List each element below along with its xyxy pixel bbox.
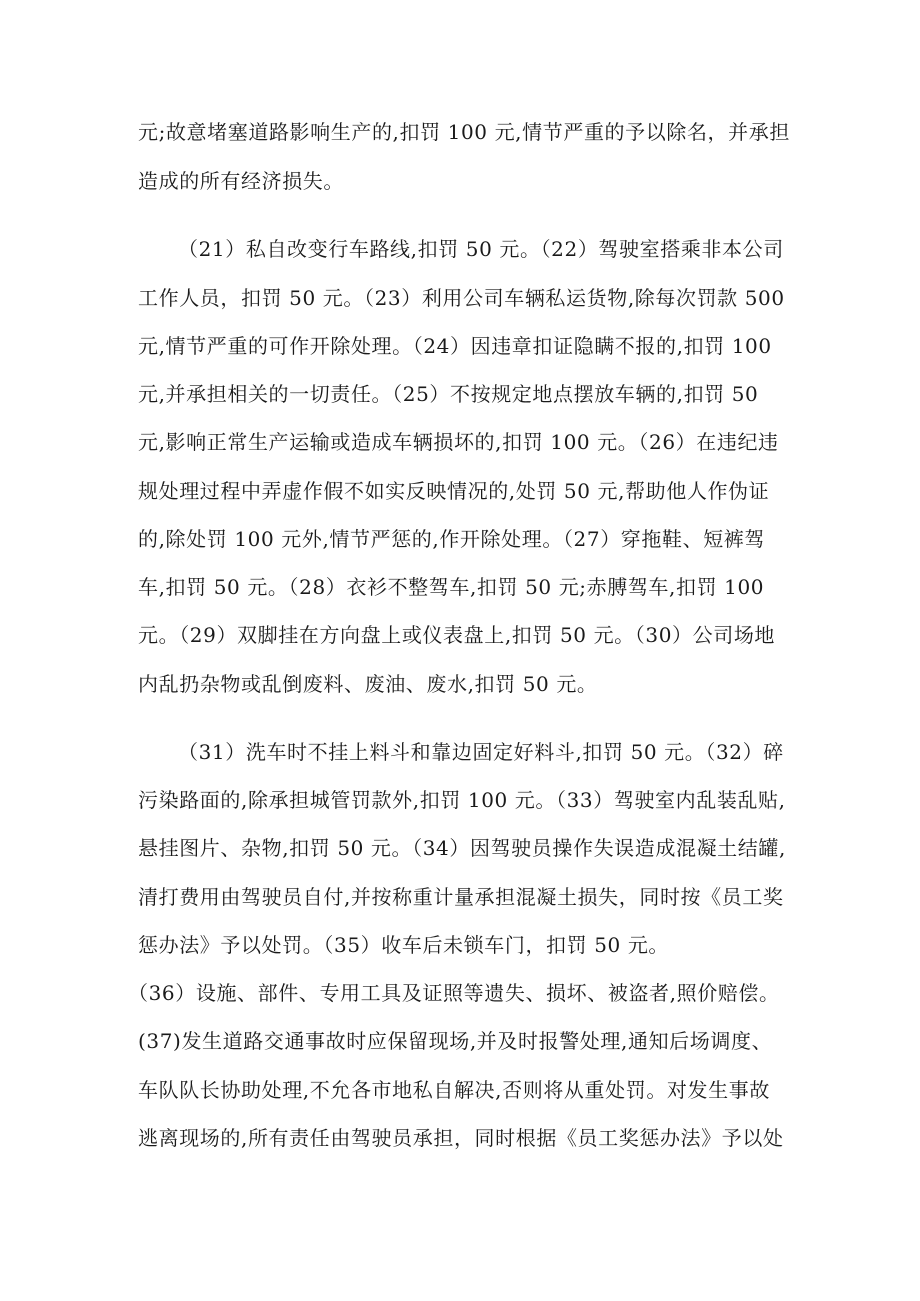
text-line: 造成的所有经济损失。 [138,169,344,193]
text-line: 元,并承担相关的一切责任。（25）不按规定地点摆放车辆的,扣罚 50 [138,382,759,406]
text-line: (37)发生道路交通事故时应保留现场,并及时报警处理,通知后场调度、 [138,1029,773,1053]
text-line: 逃离现场的,所有责任由驾驶员承担，同时根据《员工奖惩办法》予以处 [138,1126,784,1150]
text-line: （31）洗车时不挂上料斗和靠边固定好料斗,扣罚 50 元。（32）碎 [178,740,784,764]
text-line: 元。（29）双脚挂在方向盘上或仪表盘上,扣罚 50 元。（30）公司场地 [138,623,776,647]
text-line: 内乱扔杂物或乱倒废料、废油、废水,扣罚 50 元。 [138,672,598,696]
text-line: （36）设施、部件、专用工具及证照等遗失、损坏、被盗者,照价赔偿。 [128,981,780,1005]
text-line: 惩办法》予以处罚。（35）收车后未锁车门，扣罚 50 元。 [138,933,670,957]
text-line: 悬挂图片、杂物,扣罚 50 元。（34）因驾驶员操作失误造成混凝土结罐, [138,836,786,860]
text-line: 车,扣罚 50 元。（28）衣衫不整驾车,扣罚 50 元;赤膊驾车,扣罚 100 [138,575,765,599]
text-line: （21）私自改变行车路线,扣罚 50 元。（22）驾驶室搭乘非本公司 [178,237,784,261]
text-line: 工作人员，扣罚 50 元。（23）利用公司车辆私运货物,除每次罚款 500 [138,286,785,310]
text-line: 元,影响正常生产运输或造成车辆损坏的,扣罚 100 元。（26）在违纪违 [138,430,779,454]
text-line: 的,除处罚 100 元外,情节严惩的,作开除处理。（27）穿拖鞋、短裤驾 [138,527,766,551]
text-line: 元;故意堵塞道路影响生产的,扣罚 100 元,情节严重的予以除名，并承担 [138,120,790,144]
text-line: 规处理过程中弄虚作假不如实反映情况的,处罚 50 元,帮助他人作伪证 [138,479,770,503]
text-line: 车队队长协助处理,不允各市地私自解决,否则将从重处罚。对发生事故 [138,1078,770,1102]
text-line: 污染路面的,除承担城管罚款外,扣罚 100 元。（33）驾驶室内乱装乱贴, [138,788,786,812]
text-line: 元,情节严重的可作开除处理。（24）因违章扣证隐瞒不报的,扣罚 100 [138,334,772,358]
text-line: 清打费用由驾驶员自付,并按称重计量承担混凝土损失，同时按《员工奖 [138,885,784,909]
